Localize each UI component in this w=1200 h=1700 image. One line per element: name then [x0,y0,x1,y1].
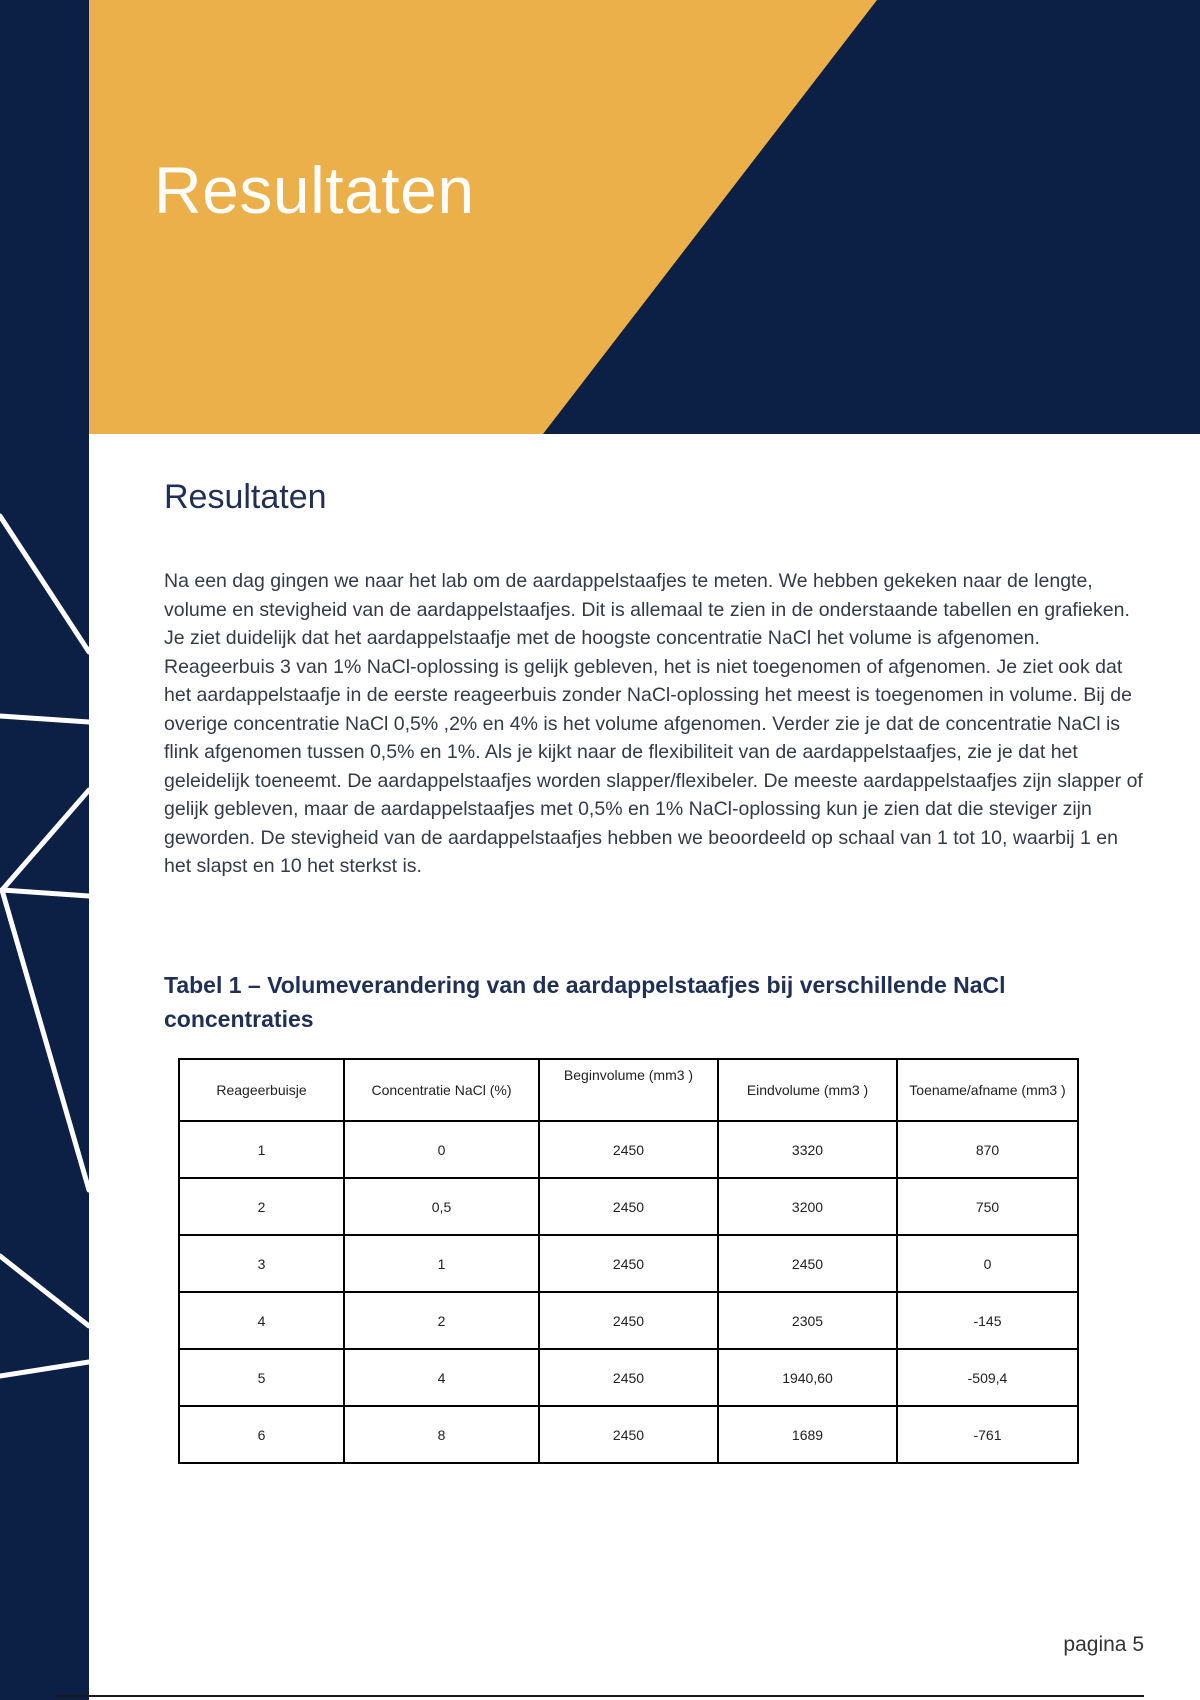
table-cell: 2450 [539,1292,718,1349]
table-cell: 3320 [718,1121,897,1178]
table-cell: 2450 [539,1178,718,1235]
table-row [179,1292,1078,1349]
table-cell: 0 [897,1235,1078,1292]
table-cell: 3200 [718,1178,897,1235]
table-row [179,1235,1078,1292]
table-cell: -509,4 [897,1349,1078,1406]
section-heading: Resultaten [164,478,327,516]
page-number: pagina 5 [1063,1633,1144,1656]
banner-title: Resultaten [154,153,475,227]
left-decorative-strip [0,0,89,1700]
table-row [179,1121,1078,1178]
column-header-change: Toename/afname (mm3 ) [897,1059,1078,1121]
table-cell: 750 [897,1178,1078,1235]
table-cell: 2305 [718,1292,897,1349]
volume-change-table [178,1058,1079,1464]
table-cell: 4 [179,1292,344,1349]
table-cell: 2450 [539,1121,718,1178]
table-cell: 2450 [718,1235,897,1292]
table-cell: -761 [897,1406,1078,1463]
column-header-concentration: Concentratie NaCl (%) [344,1059,539,1121]
table-cell: 1 [179,1121,344,1178]
geometric-lines-decoration [0,0,89,1700]
table-cell: 4 [344,1349,539,1406]
table-cell: 0,5 [344,1178,539,1235]
table-cell: 8 [344,1406,539,1463]
table-row [179,1178,1078,1235]
table-cell: 870 [897,1121,1078,1178]
table-cell: 6 [179,1406,344,1463]
table-row [179,1349,1078,1406]
table-cell: 1940,60 [718,1349,897,1406]
column-header-start-volume: Beginvolume (mm3 ) [539,1059,718,1121]
column-header-end-volume: Eindvolume (mm3 ) [718,1059,897,1121]
table-cell: 2450 [539,1349,718,1406]
table-cell: 2 [179,1178,344,1235]
column-header-tube: Reageerbuisje [179,1059,344,1121]
table-cell: 2450 [539,1406,718,1463]
table-row [179,1406,1078,1463]
table-cell: 1 [344,1235,539,1292]
results-paragraph: Na een dag gingen we naar het lab om de aardappelstaafjes te meten. We hebben gekeken naar de lengte, volume en stevigheid van de aardappelstaafjes. Dit is allemaal te zien in de onderstaande tabellen en grafieken. Je ziet duidelijk dat het aardappelstaafje met de hoogste concentratie NaCl het volume is afgenomen. Reageerbuis 3 van 1% NaCl-oplossing is gelijk gebleven, het is niet toegenomen of afgenomen. Je ziet ook dat het aardappelstaafje in de eerste reageerbuis zonder NaCl-oplossing het meest is toegenomen in volume. Bij de overige concentratie NaCl 0,5% ,2% en 4% is het volume afgenomen. Verder zie je dat de concentratie NaCl is flink afgenomen tussen 0,5% en 1%. Als je kijkt naar de flexibiliteit van de aardappelstaafjes, zie je dat het geleidelijk toeneemt. De aardappelstaafjes worden slapper/flexibeler. De meeste aardappelstaafjes zijn slapper of gelijk gebleven, maar de aardappelstaafjes met 0,5% en 1% NaCl-oplossing kun je zien dat die steviger zijn geworden. De stevigheid van de aardappelstaafjes hebben we beoordeeld op schaal van 1 tot 10, waarbij 1 en het slapst en 10 het sterkst is. [164,570,1143,877]
table-caption: Tabel 1 – Volumeverandering van de aardappelstaafjes bij verschillende NaCl concentraties [164,972,1006,1032]
table-cell: -145 [897,1292,1078,1349]
table-cell: 2 [344,1292,539,1349]
table-cell: 3 [179,1235,344,1292]
table-cell: 5 [179,1349,344,1406]
table-header-row [179,1059,1078,1121]
footer-divider [56,1695,1144,1697]
table-cell: 2450 [539,1235,718,1292]
table-cell: 1689 [718,1406,897,1463]
table-cell: 0 [344,1121,539,1178]
